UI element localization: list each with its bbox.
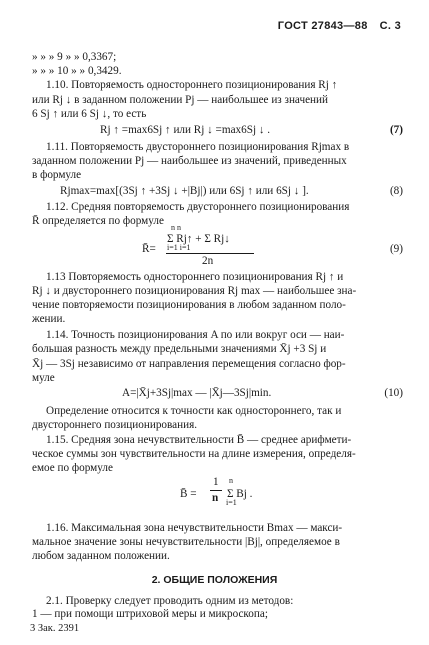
- section-title: 2. ОБЩИЕ ПОЛОЖЕНИЯ: [151, 574, 278, 586]
- paragraph-line: в формуле: [32, 169, 82, 181]
- paragraph-1-15: 1.15. Средняя зона нечувствительности B̄ — среднее арифмети-: [46, 434, 352, 446]
- page-number: С. 3: [379, 20, 401, 32]
- formula-9-number: (9): [389, 243, 403, 255]
- formula-11-lhs: B̄ =: [180, 488, 197, 500]
- paragraph-line: двустороннего позиционирования.: [32, 419, 198, 431]
- paragraph-line: емое по формуле: [32, 462, 113, 474]
- paragraph-line: большая разность между предельными значениями X̄j +3 Sj и: [32, 343, 327, 355]
- formula-11-denominator: n: [212, 492, 219, 504]
- formula-11-numerator: 1: [213, 476, 219, 488]
- paragraph-1-10: 1.10. Повторяемость одностороннего позиционирования Rj ↑: [46, 79, 338, 91]
- formula-11-sum: Σ Bj .: [227, 488, 253, 500]
- paragraph-line: мальное значение зоны нечувствительности |Bj|, определяемое в: [32, 536, 340, 548]
- paragraph-line: X̄j — 3Sj независимо от направления перемещения согласно фор-: [32, 358, 346, 370]
- paragraph-line: ческое суммы зон чувствительности на длине измерения, определя-: [32, 448, 356, 460]
- paragraph-line: жении.: [32, 313, 66, 325]
- formula-11-upper-limit: n: [229, 476, 233, 485]
- paragraph-1-16: 1.16. Максимальная зона нечувствительности Bmax — макси-: [46, 522, 343, 534]
- formula-9-lhs: R̄=: [142, 243, 156, 255]
- page-footer: 3 Зак. 2391: [30, 623, 80, 634]
- paragraph-line: 1 — при помощи штриховой меры и микроскопа;: [32, 608, 268, 620]
- paragraph-2-1: 2.1. Проверку следует проводить одним из методов:: [46, 595, 294, 607]
- paragraph-line: любом заданном положении.: [32, 550, 170, 562]
- formula-7: Rj ↑ =max6Sj ↑ или Rj ↓ =max6Sj ↓ .: [100, 124, 271, 136]
- formula-9-numerator: Σ Rj↑ + Σ Rj↓: [167, 233, 230, 245]
- paragraph-line: 6 Sj ↑ или 6 Sj ↓, то есть: [32, 108, 147, 120]
- paragraph-line: Rj ↓ и двустороннего позиционирования Rj max — наибольшее зна-: [32, 285, 357, 297]
- formula-9-upper-limits: n n: [171, 223, 181, 232]
- paragraph-1-12: 1.12. Средняя повторяемость двустороннего позиционирования: [46, 201, 350, 213]
- paragraph-line: или Rj ↓ в заданном положении Pj — наибольшее из значений: [32, 94, 328, 106]
- table-continuation-line: » » » 10 » » 0,3429.: [32, 65, 122, 77]
- formula-9-denominator: 2n: [202, 255, 214, 267]
- paragraph-definition: Определение относится к точности как одностороннего, так и: [46, 405, 342, 417]
- page-header: [278, 19, 401, 34]
- paragraph-line: чение повторяемости позиционирования в любом заданном поло-: [32, 299, 346, 311]
- formula-11-lower-limit: i=1: [226, 498, 237, 507]
- paragraph-1-13: 1.13 Повторяемость одностороннего позиционирования Rj ↑ и: [46, 271, 344, 283]
- table-continuation-line: » » » 9 » » 0,3367;: [32, 51, 117, 63]
- formula-8: Rjmax=max[(3Sj ↑ +3Sj ↓ +|Bj|) или 6Sj ↑ или 6Sj ↓ ].: [60, 185, 309, 197]
- paragraph-1-14: 1.14. Точность позиционирования A по или вокруг оси — наи-: [46, 329, 345, 341]
- formula-10: A=|X̄j+3Sj|max — |X̄j—3Sj|min.: [122, 387, 272, 399]
- paragraph-1-11: 1.11. Повторяемость двустороннего позиционирования Rjmax в: [46, 141, 350, 153]
- paragraph-line: R̄ определяется по формуле: [32, 215, 164, 227]
- formula-8-number: (8): [389, 185, 403, 197]
- paragraph-line: заданном положении Pj — наибольшее из значений, приведенных: [32, 155, 347, 167]
- standard-number: ГОСТ 27843—88: [277, 20, 368, 32]
- formula-7-number: (7): [389, 124, 403, 136]
- formula-9-lower-limits: i=1 i=1: [167, 243, 191, 252]
- paragraph-line: муле: [32, 372, 55, 384]
- formula-10-number: (10): [384, 387, 403, 399]
